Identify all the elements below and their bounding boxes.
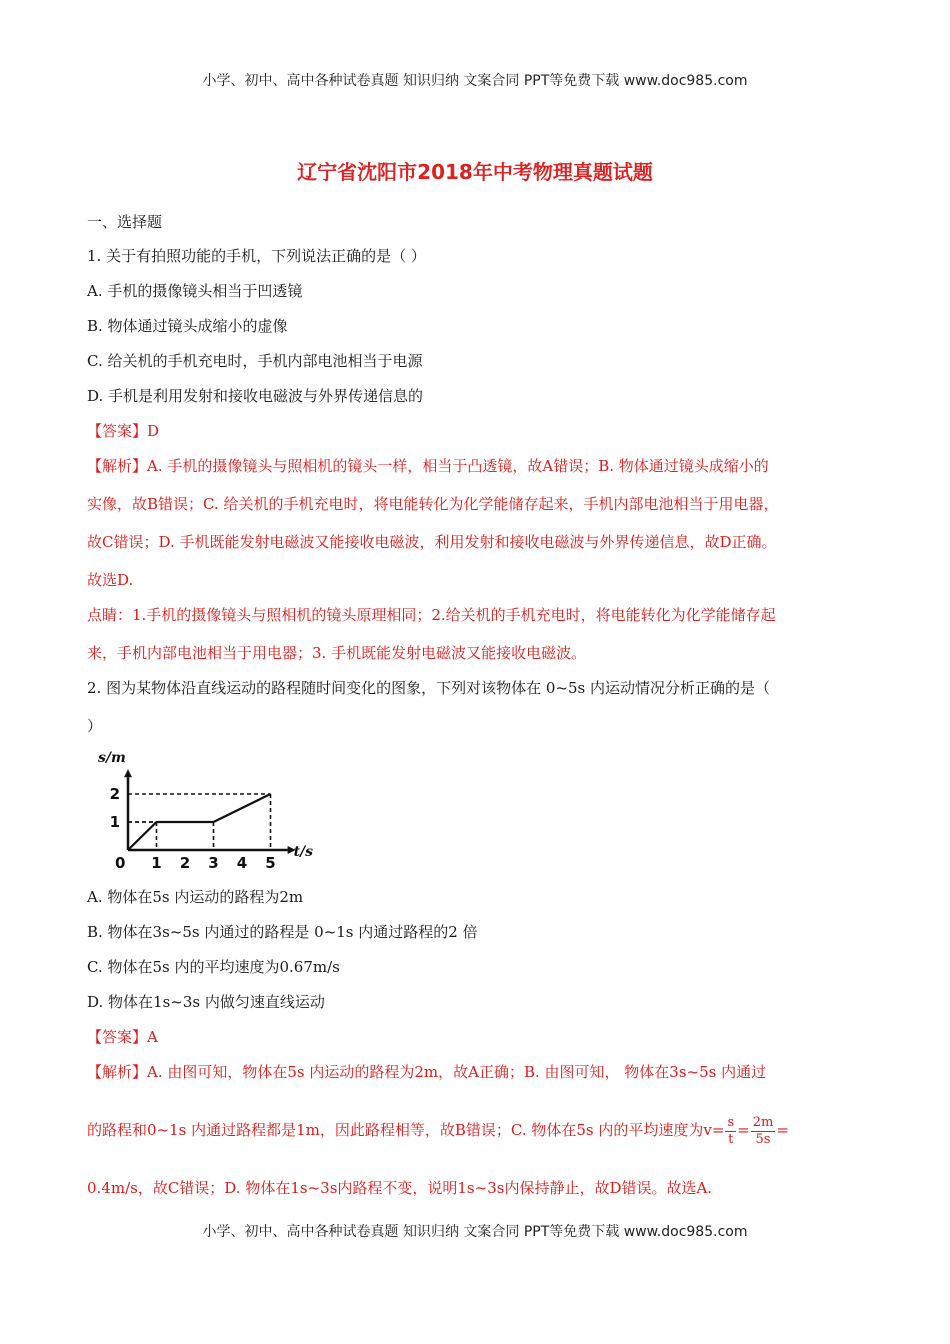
y-tick-label: 1 <box>109 813 120 831</box>
y-tick-labels <box>110 785 120 831</box>
x-tick-label: 5 <box>265 854 276 868</box>
page-header: 小学、初中、高中各种试卷真题 知识归纳 文案合同 PPT等免费下载 www.doc985.com <box>202 73 748 89</box>
q2-analysis-line: 【解析】A. 由图可知，物体在5s 内运动的路程为2m，故A正确；B. 由图可知， 物体在3s~5s 内通过 <box>87 1063 767 1081</box>
fraction-numerator: 2m <box>752 1114 774 1130</box>
origin-label: 0 <box>115 854 126 868</box>
q1-note-line: 点睛：1.手机的摄像镜头与照相机的镜头原理相同；2.给关机的手机充电时，将电能转化为化学能储存起 <box>87 606 776 624</box>
equals-sign: = <box>776 1121 789 1139</box>
q2-option-d: D. 物体在1s~3s 内做匀速直线运动 <box>87 993 325 1011</box>
section-heading: 一、选择题 <box>87 213 163 231</box>
y-axis-arrow <box>124 769 132 777</box>
x-tick-label: 1 <box>151 854 162 868</box>
q2-option-b: B. 物体在3s~5s 内通过的路程是 0~1s 内通过路程的2 倍 <box>87 923 478 941</box>
y-axis-label: s/m <box>98 750 126 766</box>
fraction-numerator: s <box>727 1114 735 1130</box>
q2-analysis-text: 的路程和0~1s 内通过路程都是1m，因此路程相等，故B错误；C. 物体在5s 内的平均速度为v= <box>87 1121 725 1139</box>
q1-note-line: 来，手机内部电池相当于用电器；3. 手机既能发射电磁波又能接收电磁波。 <box>87 644 587 662</box>
q1-option-c: C. 给关机的手机充电时，手机内部电池相当于电源 <box>87 352 423 370</box>
q1-analysis-line: 【解析】A. 手机的摄像镜头与照相机的镜头一样，相当于凸透镜，故A错误；B. 物体通过镜头成缩小的 <box>87 457 769 475</box>
x-axis-label: t/s <box>293 844 314 860</box>
x-tick-label: 4 <box>236 854 248 868</box>
q1-analysis-line: 故C错误；D. 手机既能发射电磁波又能接收电磁波，利用发射和接收电磁波与外界传递信息，故D正确。 <box>87 533 777 551</box>
q1-analysis-line: 实像，故B错误；C. 给关机的手机充电时，将电能转化为化学能储存起来，手机内部电池相当于用电器， <box>87 495 779 513</box>
q1-option-a: A. 手机的摄像镜头相当于凹透镜 <box>87 282 303 300</box>
q2-option-a: A. 物体在5s 内运动的路程为2m <box>87 888 304 906</box>
q1-analysis-line: 故选D. <box>87 571 134 589</box>
q1-stem: 1. 关于有拍照功能的手机，下列说法正确的是（ ） <box>87 247 426 265</box>
x-tick-labels <box>151 854 275 868</box>
q1-option-b: B. 物体通过镜头成缩小的虚像 <box>87 317 288 335</box>
equals-sign: = <box>737 1121 750 1139</box>
x-tick-label: 3 <box>208 854 219 868</box>
x-tick-label: 2 <box>179 854 191 868</box>
q2-analysis-line-formula <box>87 1112 789 1148</box>
q1-answer: 【答案】D <box>87 422 160 440</box>
q2-analysis-line: 0.4m/s，故C错误；D. 物体在1s~3s内路程不变，说明1s~3s内保持静止，故D错误。故选A. <box>87 1179 713 1197</box>
page-footer: 小学、初中、高中各种试卷真题 知识归纳 文案合同 PPT等免费下载 www.doc985.com <box>202 1224 748 1240</box>
fraction-denominator: 5s <box>755 1131 771 1147</box>
q1-option-d: D. 手机是利用发射和接收电磁波与外界传递信息的 <box>87 387 424 405</box>
page-title: 辽宁省沈阳市2018年中考物理真题试题 <box>297 160 653 184</box>
q2-stem: 2. 图为某物体沿直线运动的路程随时间变化的图象，下列对该物体在 0~5s 内运动情况分析正确的是（ <box>87 679 770 697</box>
q2-option-c: C. 物体在5s 内的平均速度为0.67m/s <box>87 958 340 976</box>
distance-time-graph <box>92 748 322 868</box>
fraction-denominator: t <box>728 1131 734 1147</box>
y-tick-label: 2 <box>109 785 120 803</box>
q2-stem-cont: ） <box>87 717 103 735</box>
fraction-2m-over-5s <box>751 1115 776 1148</box>
q2-answer: 【答案】A <box>87 1028 158 1046</box>
fraction-s-over-t <box>725 1115 736 1148</box>
